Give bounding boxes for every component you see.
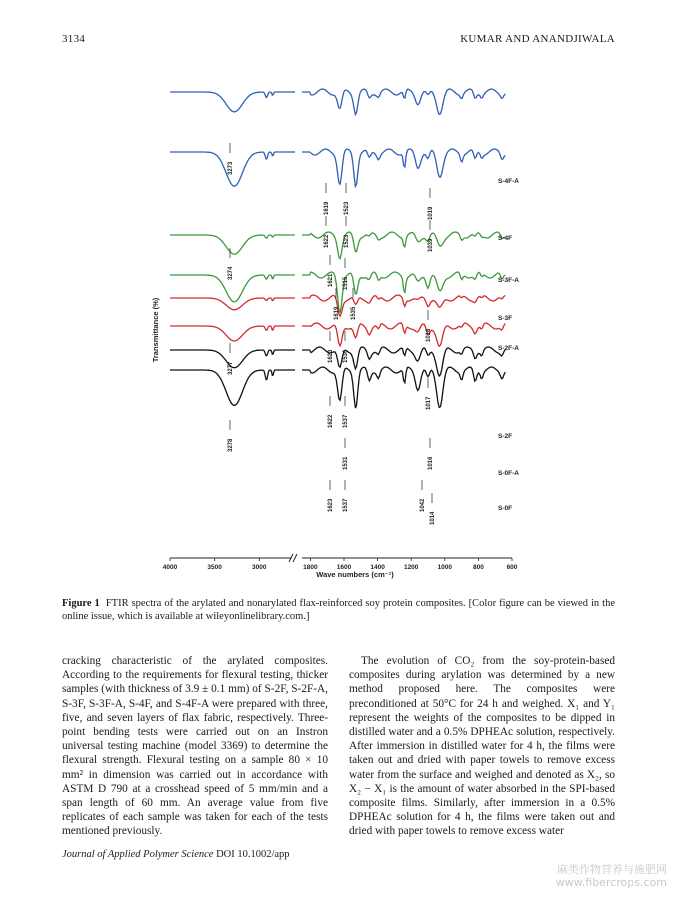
series-line-s-2f-a-part-1 <box>170 298 295 310</box>
peak-label: 1537 <box>343 498 349 512</box>
peak-label: 3273 <box>228 161 234 175</box>
watermark-line-1: 麻类作物营养与施肥网 <box>557 863 667 876</box>
series-line-s-4f-a-part-1 <box>170 92 295 112</box>
x-tick-label: 800 <box>472 564 484 571</box>
series-label: S-4F <box>498 235 513 242</box>
peak-label: 1535 <box>351 306 357 320</box>
peak-label: 3278 <box>228 438 234 452</box>
series-line-s-4f-a-part-2 <box>302 89 505 115</box>
peak-label: 1622 <box>328 414 334 428</box>
series-line-s-3f-a-part-1 <box>170 235 295 254</box>
page-number: 3134 <box>62 33 86 45</box>
page-footer <box>62 849 290 860</box>
series-label: S-0F-A <box>498 470 519 477</box>
series-label: S-2F <box>498 433 513 440</box>
x-tick-label: 1000 <box>437 564 453 571</box>
series-line-s-3f-a-part-2 <box>302 232 505 259</box>
journal-name: Journal of Applied Polymer Science <box>62 849 214 860</box>
peak-label: 1619 <box>324 201 330 215</box>
caption-text: FTIR spectra of the arylated and nonarylated flax-reinforced soy protein composites. [Color figure can be viewed in the online issue, which is available at wileyonlinelibrary.com.] <box>62 598 615 622</box>
series-label: S-0F <box>498 505 513 512</box>
peak-label: 1018 <box>426 328 432 342</box>
peak-label: 1016 <box>428 456 434 470</box>
series-line-s-2f-a-part-2 <box>302 295 505 316</box>
body-column-left <box>62 654 328 839</box>
peak-label: 1537 <box>343 414 349 428</box>
watermark <box>556 863 667 889</box>
peak-label: 1039 <box>428 238 434 252</box>
peak-label: 1623 <box>328 349 334 363</box>
x-tick-label: 4000 <box>162 564 178 571</box>
watermark-line-2: www.fibercrops.com <box>555 876 667 889</box>
x-tick-label: 600 <box>506 564 518 571</box>
peak-label: 1531 <box>343 456 349 470</box>
running-title: KUMAR AND ANANDJIWALA <box>460 33 615 45</box>
x-tick-label: 3500 <box>207 564 222 571</box>
x-tick-label: 3000 <box>252 564 267 571</box>
peak-label: 1014 <box>430 511 436 525</box>
peak-label: 1523 <box>344 234 350 248</box>
ftir-figure <box>150 80 530 580</box>
x-tick-label: 1800 <box>303 564 318 571</box>
series-label: S-4F-A <box>498 178 519 185</box>
x-axis-label: Wave numbers (cm⁻¹) <box>316 570 394 579</box>
figure-caption <box>62 597 615 623</box>
caption-label: Figure 1 <box>62 598 100 609</box>
body-column-right <box>349 654 615 839</box>
x-tick-label: 1200 <box>403 564 419 571</box>
doi: DOI 10.1002/app <box>216 849 290 860</box>
body-paragraph-right: The evolution of CO₂ from the soy-protein-based composites during arylation was determined by a new method proposed here. The composites were preconditioned at 50°C for 24 h and weighed. X₁ and Y₁ represent the weights of the composites to be dipped in distilled water and a 0.5% DPHEAc solution, respectively. After immersion in distilled water for 4 h, the films were taken out and dried with paper towels to remove excess water from the surface and weighed and denoted as X₂, so X₂ − X₁ is the amount of water absorbed in the SPI-based composite films. Similarly, after immersion in a 0.5% DPHEAc solution for 4 h, the films were taken out and dried with paper towels to remove excess water <box>349 655 615 838</box>
peak-label: 3277 <box>228 361 234 375</box>
peak-label: 1536 <box>343 349 349 363</box>
series-label: S-3F <box>498 315 513 322</box>
peak-label: 1042 <box>420 498 426 512</box>
peak-label: 1619 <box>334 306 340 320</box>
series-label: S-2F-A <box>498 345 519 352</box>
axis-break-mark <box>293 554 297 562</box>
x-tick-label: 1600 <box>336 564 352 571</box>
series-label: S-3F-A <box>498 277 519 284</box>
peak-label: 3274 <box>228 266 234 280</box>
ftir-chart <box>150 80 530 580</box>
series-line-s-0f-part-2 <box>302 367 505 408</box>
y-axis-label: Transmittance (%) <box>151 297 160 363</box>
series-line-s-4f-part-2 <box>302 149 505 186</box>
peak-label: 1523 <box>344 201 350 215</box>
series-line-s-2f-part-2 <box>302 323 505 346</box>
series-line-s-2f-part-1 <box>170 326 295 341</box>
peak-label: 1515 <box>343 276 349 290</box>
peak-label: 1623 <box>328 498 334 512</box>
peak-label: 1622 <box>324 234 330 248</box>
x-tick-label: 1400 <box>370 564 385 571</box>
peak-label: 1017 <box>426 396 432 410</box>
peak-label: 1621 <box>328 273 334 287</box>
peak-label: 1019 <box>428 206 434 220</box>
body-paragraph-left: cracking characteristic of the arylated composites. According to the requirements for flexural testing, thicker samples (with thickness of 3.9 ± 0.1 mm) of S-2F, S-2F-A, S-3F, S-3F-A, S-4F, and S-4F-A were prepared with three, five, and seven layers of flax fabric, respectively. Three-point bending tests were carried out on an Instron universal testing machine (model 3369) to determine the flexural strength. Flexural testing on a sample 80 × 10 mm² in dimension was carried out in accordance with ASTM D 790 at a crosshead speed of 5 mm/min and a span length of 60 mm. An average value from five replicates of each sample was taken for each of the tests mentioned previously. <box>62 655 328 838</box>
